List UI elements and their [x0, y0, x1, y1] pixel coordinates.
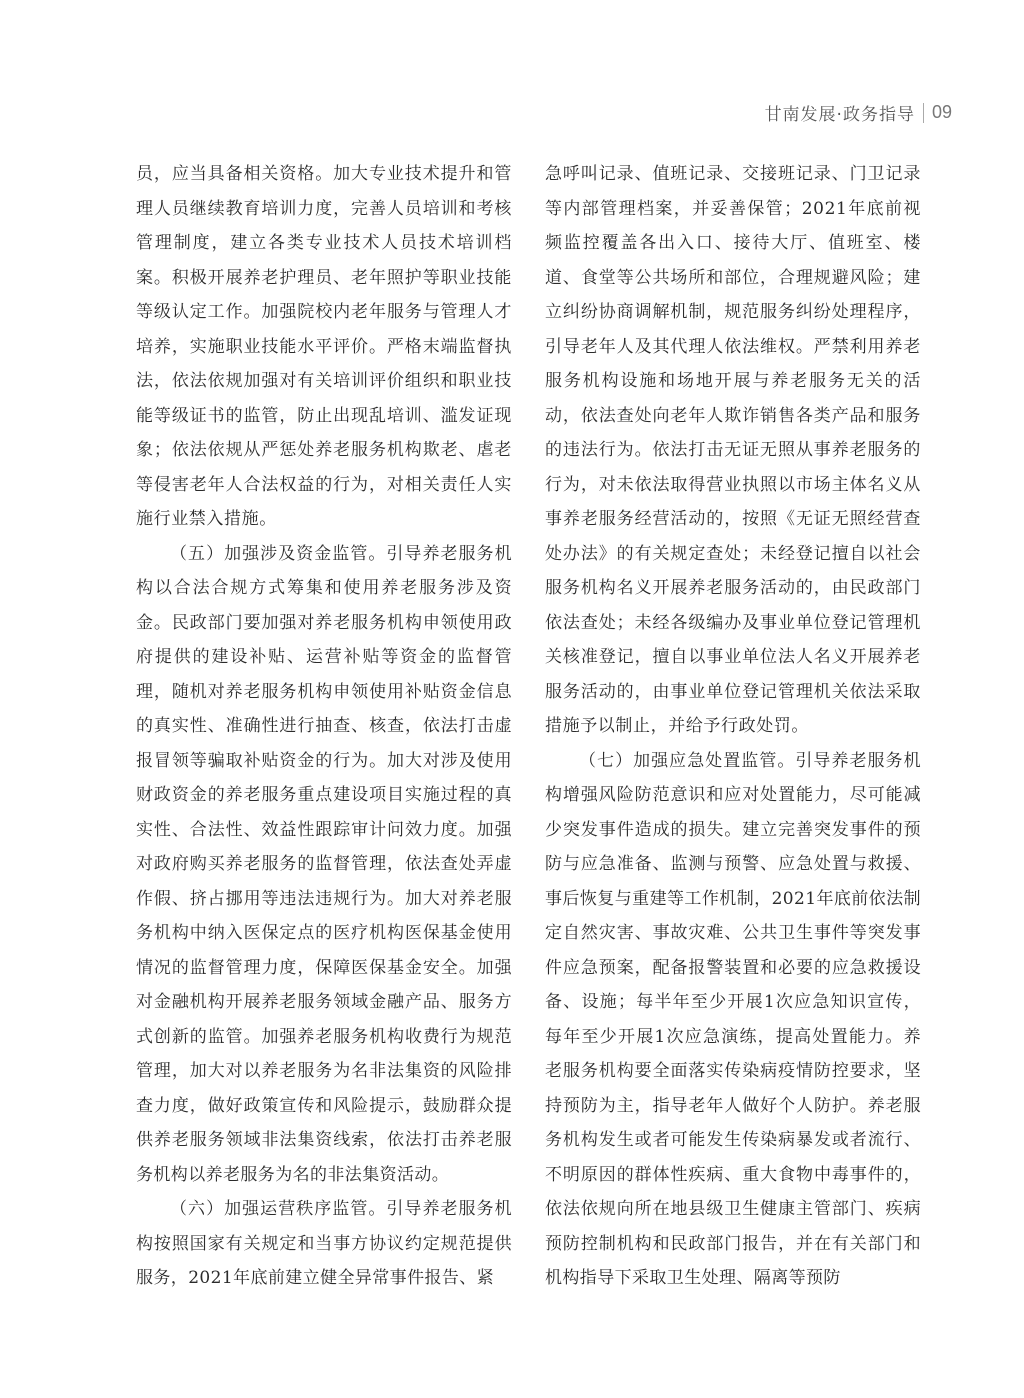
running-header	[765, 100, 952, 125]
paragraph-section-6: （六）加强运营秩序监管。引导养老服务机构按照国家有关规定和当事方协议约定规范提供服务，2021年底前建立健全异常事件报告、紧	[136, 1199, 512, 1288]
header-divider	[923, 103, 924, 123]
right-text-column	[545, 157, 921, 1296]
paragraph-section-7: （七）加强应急处置监管。引导养老服务机构增强风险防范意识和应对处置能力，尽可能减少突发事件造成的损失。建立完善突发事件的预防与应急准备、监测与预警、应急处置与救援、事后恢复与重建等工作机制，2021年底前依法制定自然灾害、事故灾难、公共卫生事件等突发事件应急预案，配备报警装置和必要的应急救援设备、设施；每半年至少开展1次应急知识宣传，每年至少开展1次应急演练，提高处置能力。养老服务机构要全面落实传染病疫情防控要求，坚持预防为主，指导老年人做好个人防护。养老服务机构发生或者可能发生传染病暴发或者流行、不明原因的群体性疾病、重大食物中毒事件的，依法依规向所在地县级卫生健康主管部门、疾病预防控制机构和民政部门报告，并在有关部门和机构指导下采取卫生处理、隔离等预防	[545, 750, 921, 1288]
paragraph-section-5: （五）加强涉及资金监管。引导养老服务机构以合法合规方式筹集和使用养老服务涉及资金。民政部门要加强对养老服务机构申领使用政府提供的建设补贴、运营补贴等资金的监督管理，随机对养老服务机构申领使用补贴资金信息的真实性、准确性进行抽查、核查，依法打击虚报冒领等骗取补贴资金的行为。加大对涉及使用财政资金的养老服务重点建设项目实施过程的真实性、合法性、效益性跟踪审计问效力度。加强对政府购买养老服务的监督管理，依法查处弄虚作假、挤占挪用等违法违规行为。加大对养老服务机构中纳入医保定点的医疗机构医保基金使用情况的监督管理力度，保障医保基金安全。加强对金融机构开展养老服务领域金融产品、服务方式创新的监管。加强养老服务机构收费行为规范管理，加大对以养老服务为名非法集资的风险排查力度，做好政策宣传和风险提示，鼓励群众提供养老服务领域非法集资线索，依法打击养老服务机构以养老服务为名的非法集资活动。	[136, 543, 512, 1185]
paragraph-continuation: 员，应当具备相关资格。加大专业技术提升和管理人员继续教育培训力度，完善人员培训和考核管理制度，建立各类专业技术人员技术培训档案。积极开展养老护理员、老年照护等职业技能等级认定工作。加强院校内老年服务与管理人才培养，实施职业技能水平评价。严格末端监督执法，依法依规加强对有关培训评价组织和职业技能等级证书的监管，防止出现乱培训、滥发证现象；依法依规从严惩处养老服务机构欺老、虐老等侵害老年人合法权益的行为，对相关责任人实施行业禁入措施。	[136, 164, 512, 529]
left-text-column	[136, 157, 512, 1296]
paragraph-continuation: 急呼叫记录、值班记录、交接班记录、门卫记录等内部管理档案，并妥善保管；2021年底前视频监控覆盖各出入口、接待大厅、值班室、楼道、食堂等公共场所和部位，合理规避风险；建立纠纷协商调解机制，规范服务纠纷处理程序，引导老年人及其代理人依法维权。严禁利用养老服务机构设施和场地开展与养老服务无关的活动，依法查处向老年人欺诈销售各类产品和服务的违法行为。依法打击无证无照从事养老服务的行为，对未依法取得营业执照以市场主体名义从事养老服务经营活动的，按照《无证无照经营查处办法》的有关规定查处；未经登记擅自以社会服务机构名义开展养老服务活动的，由民政部门依法查处；未经各级编办及事业单位登记管理机关核准登记，擅自以事业单位法人名义开展养老服务活动的，由事业单位登记管理机关依法采取措施予以制止，并给予行政处罚。	[545, 164, 921, 736]
page-number: 09	[931, 102, 952, 122]
publication-title: 甘南发展·政务指导	[764, 105, 915, 125]
